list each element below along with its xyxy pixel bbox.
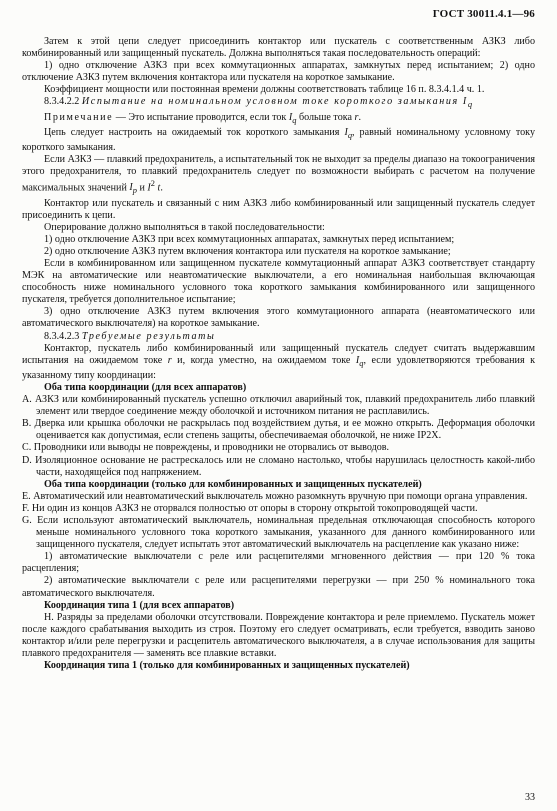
paragraph: E. Автоматический или неавтоматический выключатель можно разомкнуть вручную при помощи органа управления. [22,490,528,502]
paragraph: Если в комбинированном или защищенном пускателе коммутационный аппарат АЗКЗ соответствует стандарту МЭК на автоматические или неавтоматические выключатели, а его номинальная наибольшая включающая способность ниже номинального условного тока короткого замыкания комбинированного или защищенного пускателя, требуется дополнительное испытание; [22,258,535,306]
paragraph: Если АЗКЗ — плавкий предохранитель, а испытательный ток не выходит за пределы диапазо на токоограничения этого предохранителя, то плавкий предохранитель следует по возможности выбирать с расчетом на получение максимальных значений $I_p$ и $I^2$ t. [22,153,535,196]
paragraph: 2) одно отключение АЗКЗ путем включения контактора или пускателя на короткое замыкание; [44,245,451,257]
paragraph: Коэффициент мощности или постоянная времени должны соответствовать таблице 16 п. 8.3.4.1.4 ч. 1. [44,84,485,96]
paragraph: Контактор, пускатель либо комбинированный или защищенный пускатель следует считать выдержавшим испытания на ожидаемом токе r и, когда уместно, на ожидаемом токе $I_q$, если удовлетворяются требования к указанному типу координации: [22,342,535,381]
paragraph: G. Если используют автоматический выключатель, номинальная предельная отключающая способность которого меньше номинального условного тока короткого замыкания, указанного для данного комбинированного или защищенного пускателя, следует испытать этот автоматический выключатель на расцепление как указано ниже: [22,515,535,551]
paragraph: H. Разряды за пределами оболочки отсутствовали. Повреждение контактора и реле приемлемо. Пускатель может после каждого срабатывания выходить из строя. Поэтому его следует осматривать, если требуется, взводить заново контактор и/или реле перегрузки и расцепитель автоматического выключателя, а в случае использования для защиты плавкого предохранителя — заменять все плавкие вставки. [22,611,535,660]
paragraph: Примечание — Это испытание проводится, если ток $I_q$ больше тока r. [44,111,361,125]
section-heading: Координация типа 1 (для всех аппаратов) [44,599,235,611]
paragraph: 3) одно отключение АЗКЗ путем включения этого коммутационного аппарата (неавтоматического или автоматического выключателя) на короткое замыкание. [22,306,535,330]
paragraph: Цепь следует настроить на ожидаемый ток короткого замыкания $I_q$, равный номинальному условному току короткого замыкания. [22,126,535,153]
paragraph: 1) автоматические выключатели с реле или расцепителями мгновенного действия — при 120 % тока расцепления; [22,551,535,575]
section-heading: Оба типа координации (только для комбинированных и защищенных пускателей) [44,478,422,490]
paragraph: 1) одно отключение АЗКЗ при всех коммутационных аппаратах, замкнутых перед испытанием; [44,233,455,245]
paragraph: F. Ни один из концов АЗКЗ не оторвался полностью от опоры в сторону открытой токопроводящей части. [22,502,478,514]
paragraph: C. Проводники или выводы не повреждены, и проводники не оторвались от выводов. [22,442,390,454]
paragraph: Контактор или пускатель и связанный с ним АЗКЗ либо комбинированный или защищенный пускатель следует присоединить к цепи. [22,197,535,221]
paragraph: 8.3.4.2.3 Требуемые результаты [44,330,216,342]
section-heading: Координация типа 1 (только для комбинированных и защищенных пускателей) [44,660,410,672]
section-heading: Оба типа координации (для всех аппаратов) [44,381,247,393]
page-number: 33 [525,792,535,803]
paragraph: A. АЗКЗ или комбинированный пускатель успешно отключил аварийный ток, плавкий предохранитель либо плавкий элемент или твердое соединение между оболочкой и источником питания не расплавились. [22,394,535,418]
paragraph: Оперирование должно выполняться в такой последовательности: [44,221,325,233]
paragraph: 1) одно отключение АЗКЗ при всех коммутационных аппаратах, замкнутых перед испытанием; 2) одно отключение АЗКЗ путем включения контактора или пускателя на короткое замыкание. [22,60,535,84]
paragraph: 2) автоматические выключатели с реле или расцепителями перегрузки — при 250 % номинального тока автоматического выключателя. [22,575,535,599]
paragraph: Затем к этой цепи следует присоединить контактор или пускатель с соответственным АЗКЗ либо комбинированный или защищенный пускатель. Должна выполняться такая последовательность операций: [22,36,535,60]
paragraph: 8.3.4.2.2 Испытание на номинальном условном токе короткого замыкания $I_q$ [44,96,474,110]
document-body [22,36,535,672]
page-header: ГОСТ 30011.4.1—96 [432,8,535,20]
paragraph: D. Изоляционное основание не растрескалось или не сломано настолько, чтобы нарушилась целостность какой-либо части, находящейся под напряжением. [22,454,535,478]
paragraph: B. Дверка или крышка оболочки не раскрылась под воздействием дутья, и ее можно открыть. Деформация оболочки оценивается как допустимая, если степень защиты, обеспечиваемая оболочкой, не ниже IP2X. [22,418,535,442]
